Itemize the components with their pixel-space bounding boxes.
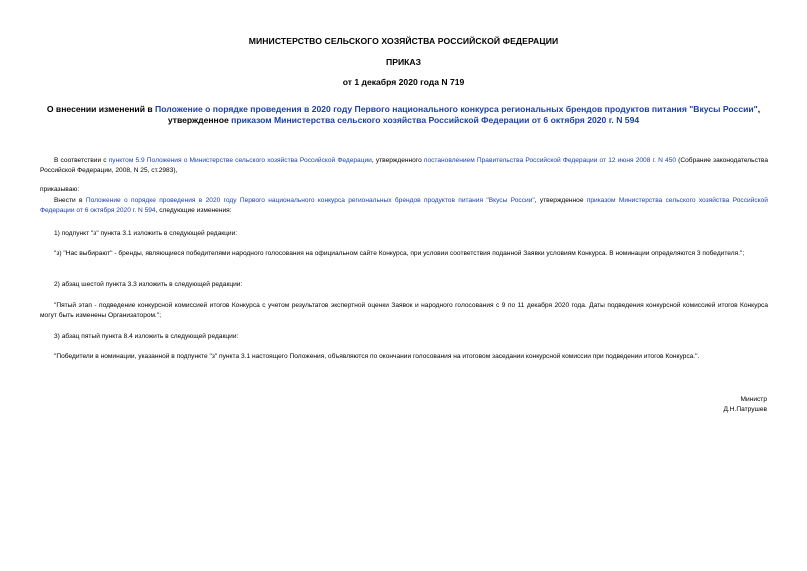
title-middle: , утвержденное <box>167 104 761 125</box>
intro-text-2: , утвержденное <box>534 197 587 204</box>
ministry-heading: МИНИСТЕРСТВО СЕЛЬСКОГО ХОЗЯЙСТВА РОССИЙСКОЙ ФЕДЕРАЦИИ <box>248 36 559 46</box>
preamble-text-3: (Собрание законодательства Российской Федерации, 2008, N 25, ст.2983), <box>40 157 768 174</box>
item-1: 1) подпункт "з" пункта 3.1 изложить в следующей редакции: <box>54 230 238 237</box>
preamble-text-1: В соответствии с <box>54 157 109 164</box>
intro-link-order[interactable]: приказом Министерства сельского хозяйства Российской Федерации от 6 октября 2020 г. N 594 <box>40 197 768 214</box>
item-3: 3) абзац пятый пункта 8.4 изложить в следующей редакции: <box>54 333 239 340</box>
signature-block <box>723 395 767 415</box>
intro-text-1: Внести в <box>54 197 86 204</box>
title-link-order[interactable]: приказом Министерства сельского хозяйства Российской Федерации от 6 октября 2020 г. N 594 <box>231 115 640 125</box>
intro-paragraph <box>40 196 768 215</box>
signature-name: Д.Н.Патрушев <box>723 405 767 413</box>
intro-text-3: , следующие изменения: <box>155 206 232 214</box>
item-1-quote: "з) "Нас выбирают" - бренды, являющиеся победителями народного голосования на официальном сайте Конкурса, при условии соответствия поданной Заявки условиям Конкурса. В номинации определяются 3 победителя."; <box>54 250 745 257</box>
preamble-link-decree[interactable]: постановлением Правительства Российской Федерации от 12 июня 2008 г. N 450 <box>423 157 677 164</box>
item-2: 2) абзац шестой пункта 3.3 изложить в следующей редакции: <box>54 281 243 288</box>
order-word: приказываю: <box>40 186 80 193</box>
preamble-paragraph <box>40 156 768 175</box>
preamble-link-regulation[interactable]: пунктом 5.9 Положения о Министерстве сельского хозяйства Российской Федерации <box>108 157 372 164</box>
title-link-regulation[interactable]: Положение о порядке проведения в 2020 году Первого национального конкурса региональных брендов продуктов питания "Вкусы России" <box>155 104 758 114</box>
intro-link-regulation[interactable]: Положение о порядке проведения в 2020 году Первого национального конкурса региональных брендов продуктов питания "Вкусы России" <box>85 197 535 204</box>
doc-type-heading: ПРИКАЗ <box>386 57 421 67</box>
title-prefix: О внесении изменений в <box>46 104 156 114</box>
signature-position: Министр <box>740 396 767 403</box>
date-number-heading: от 1 декабря 2020 года N 719 <box>342 77 465 87</box>
item-3-quote: "Победители в номинации, указанной в подпункте "з" пункта 3.1 настоящего Положения, объявляются по окончании голосования на итоговом заседании конкурсной комиссии при подведении итогов Конкурса.". <box>54 353 700 360</box>
document-title <box>44 104 763 126</box>
item-2-quote: "Пятый этап - подведение конкурсной комиссией итогов Конкурса с учетом результатов экспертной оценки Заявок и народного голосования с 9 по 11 декабря 2020 года. Даты подведения конкурсной комиссией итогов Конкурса могут быть изменены Организатором."; <box>40 302 768 319</box>
preamble-text-2: , утвержденного <box>371 157 424 164</box>
